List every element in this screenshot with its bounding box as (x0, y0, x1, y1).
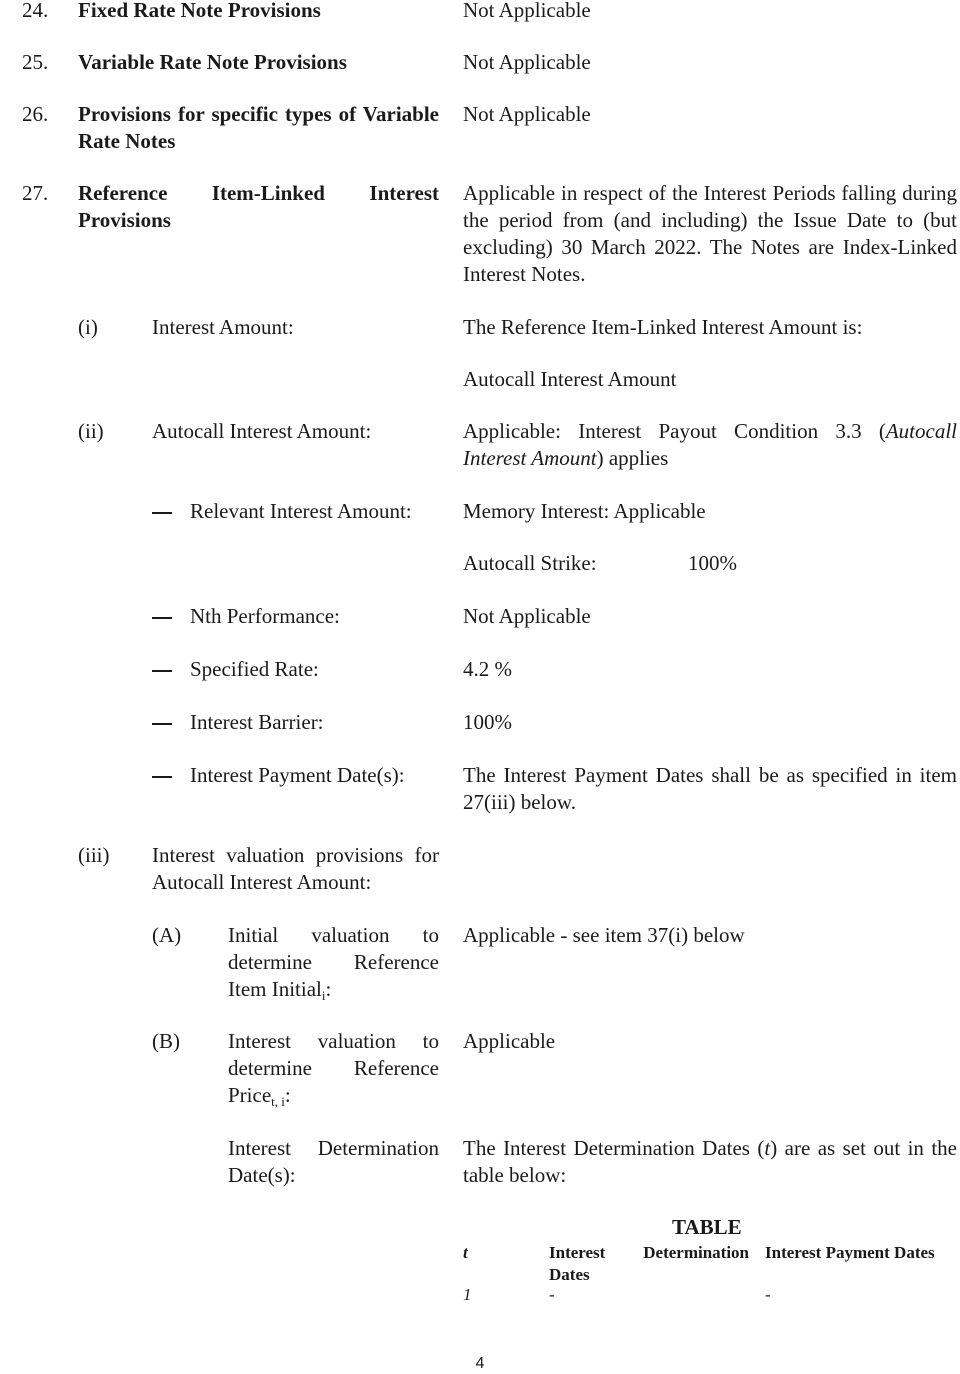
sub-number: (B) (152, 1029, 180, 1053)
sub-number: (i) (78, 315, 98, 339)
table-cell-payment: - (765, 1285, 771, 1304)
dash-bullet (152, 617, 172, 619)
item-title: Provisions for specific types of Variable Rate Notes (78, 102, 439, 153)
sub-label: Autocall Interest Amount: (152, 419, 372, 443)
value-italic: Autocall Interest Amount (463, 419, 957, 470)
item-value: Not Applicable (463, 0, 591, 22)
value-suffix: ) are as set out in the table below: (463, 1136, 958, 1187)
label-end: : (284, 1083, 291, 1107)
field-label: Interest Determination Date(s): (228, 1136, 439, 1187)
dash-bullet (152, 776, 172, 778)
item-value: Not Applicable (463, 50, 591, 74)
label-text: Interest valuation to determine Reference Price (228, 1029, 439, 1107)
sub-label (228, 1028, 439, 1115)
label-subscript: t, i (271, 1094, 285, 1109)
sub-label: Interest valuation provisions for Autocall Interest Amount: (152, 843, 439, 894)
autocall-strike-value: 100% (688, 551, 737, 575)
label-text: Initial valuation to determine Reference Item Initial (228, 923, 439, 1001)
table-title: TABLE (672, 1215, 742, 1239)
value-italic: t (764, 1136, 771, 1160)
dash-bullet (152, 512, 172, 514)
label-subscript: i (321, 988, 326, 1003)
field-label: Nth Performance: (190, 604, 340, 628)
field-value: Memory Interest: Applicable (463, 499, 706, 523)
field-label: Specified Rate: (190, 657, 319, 681)
field-label: Relevant Interest Amount: (190, 499, 412, 523)
page-number: 4 (475, 1355, 485, 1372)
table-header-t: t (463, 1243, 468, 1262)
item-number: 26. (22, 102, 49, 126)
field-label: Interest Payment Date(s): (190, 763, 405, 787)
sub-value: Applicable (463, 1029, 556, 1053)
table-cell-t: 1 (463, 1285, 472, 1304)
table-header-determination: Interest Determination Dates (549, 1243, 749, 1284)
field-value (463, 1135, 957, 1189)
item-title: Variable Rate Note Provisions (78, 50, 347, 74)
sub-value: The Reference Item-Linked Interest Amount is: (463, 315, 863, 339)
item-title: Fixed Rate Note Provisions (78, 0, 321, 22)
item-number: 24. (22, 0, 49, 22)
sub-value (463, 418, 957, 472)
item-title: Reference Item-Linked Interest Provisions (78, 181, 439, 232)
sub-label (228, 922, 439, 1009)
value-suffix: ) applies (596, 446, 669, 470)
item-value: Applicable in respect of the Interest Periods falling during the period from (and including) the Issue Date to (but excluding) 30 March 2022. The Notes are Index-Linked Interest Notes. (463, 181, 957, 286)
field-value: 100% (463, 710, 512, 734)
item-value: Not Applicable (463, 102, 591, 126)
value-prefix: The Interest Determination Dates ( (463, 1136, 765, 1160)
dash-bullet (152, 723, 172, 725)
field-value: Not Applicable (463, 604, 591, 628)
value-prefix: Applicable: Interest Payout Condition 3.3 ( (463, 419, 886, 443)
sub-number: (A) (152, 923, 182, 947)
item-number: 27. (22, 181, 49, 205)
table-cell-determination: - (549, 1285, 555, 1304)
field-value: 4.2 % (463, 657, 512, 681)
autocall-strike-label: Autocall Strike: (463, 551, 597, 575)
label-end: : (325, 977, 332, 1001)
field-label: Interest Barrier: (190, 710, 324, 734)
dash-bullet (152, 670, 172, 672)
sub-number: (iii) (78, 843, 110, 867)
table-header-payment: Interest Payment Dates (765, 1243, 935, 1262)
sub-label: Interest Amount: (152, 315, 294, 339)
sub-value: Applicable - see item 37(i) below (463, 923, 745, 947)
item-number: 25. (22, 50, 49, 74)
sub-value-2: Autocall Interest Amount (463, 367, 677, 391)
sub-number: (ii) (78, 419, 104, 443)
field-value: The Interest Payment Dates shall be as specified in item 27(iii) below. (463, 763, 957, 814)
